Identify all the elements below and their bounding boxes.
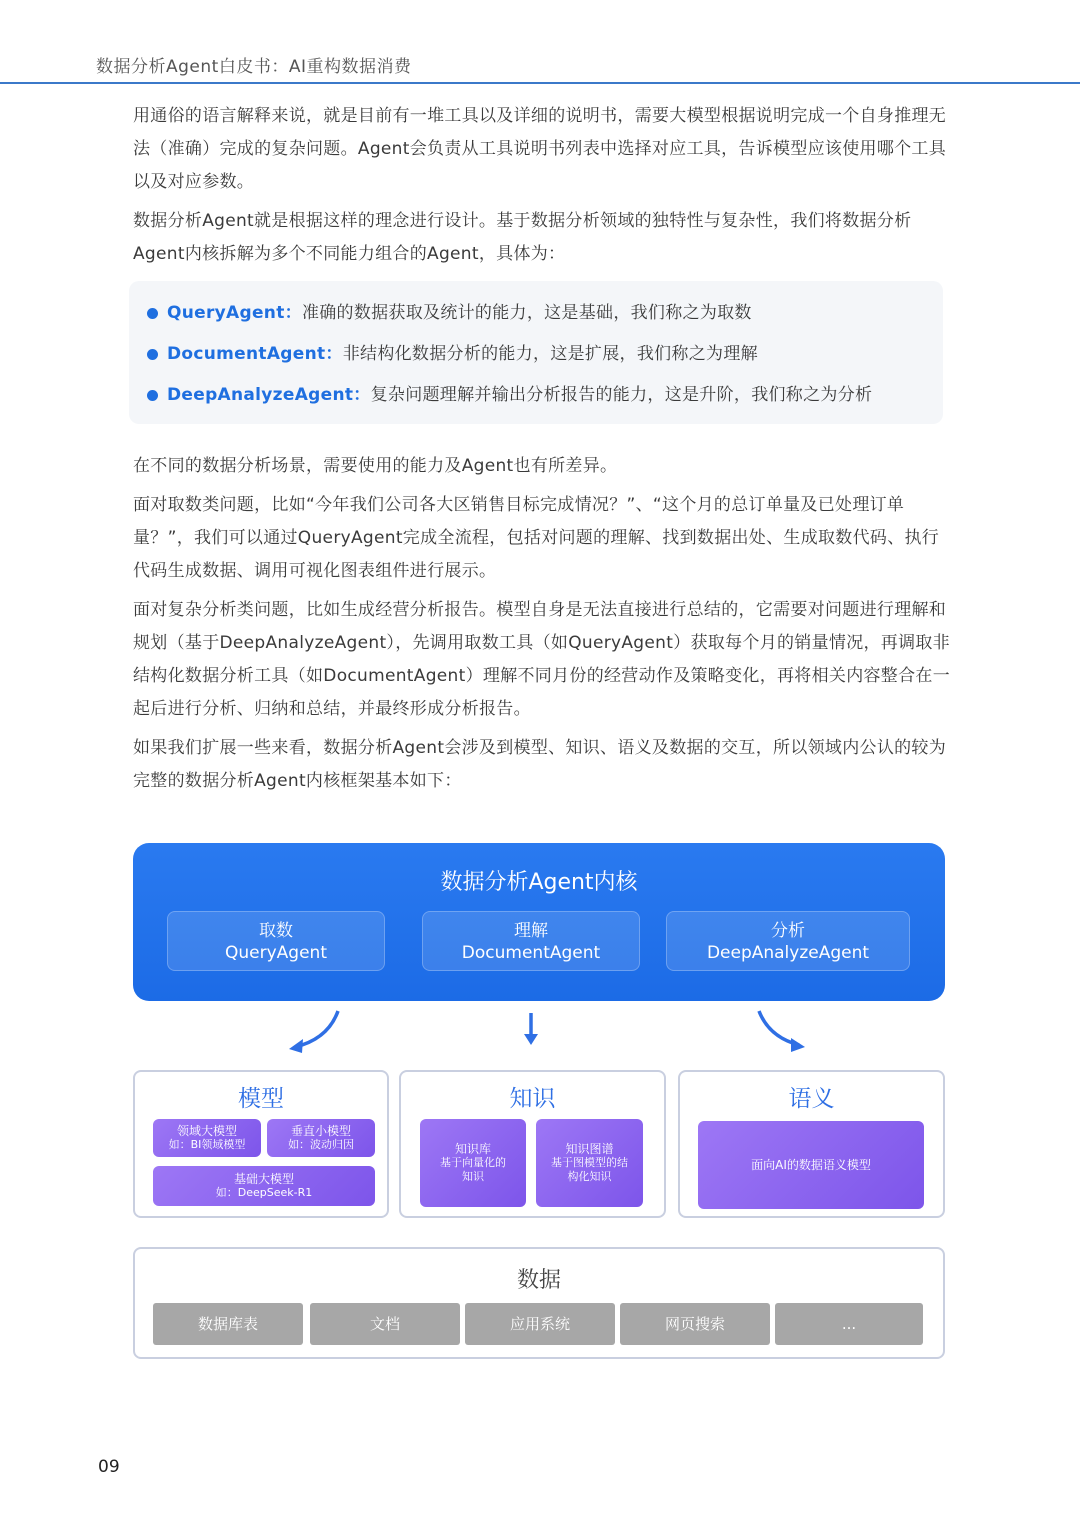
core-box-agent: QueryAgent: [225, 943, 327, 963]
paragraph: 数据分析Agent就是根据这样的理念进行设计。基于数据分析领域的独特性与复杂性，我们将数据分析Agent内核拆解为多个不同能力组合的Agent，具体为：: [133, 211, 912, 264]
box-title: 知识库: [454, 1142, 491, 1156]
agent-callout: [129, 281, 943, 424]
agent-core-block: [133, 843, 945, 1001]
callout-item-deepanalyze: [167, 375, 943, 416]
data-item-document: 文档: [310, 1303, 460, 1345]
box-sub: 如：DeepSeek-R1: [215, 1186, 313, 1199]
box-sub: 基于图模型的结: [551, 1156, 628, 1169]
bullet-icon: [147, 308, 158, 319]
paragraph: 面对复杂分析类问题，比如生成经营分析报告。模型自身是无法直接进行总结的，它需要对问题进行理解和规划（基于DeepAnalyzeAgent），先调用取数工具（如QueryAgent）获取每个月的销量情况，再调取非结构化数据分析工具（如DocumentAgent）理解不同月份的经营动作及策略变化，再将相关内容整合在一起后进行分析、归纳和总结，并最终形成分析报告。: [133, 600, 950, 719]
bullet-icon: [147, 390, 158, 401]
knowledge-panel: [399, 1070, 666, 1218]
base-model-box: [153, 1166, 375, 1206]
box-sub: 知识: [462, 1170, 484, 1183]
box-title: 面向AI的数据语义模型: [751, 1158, 871, 1172]
core-title: 数据分析Agent内核: [440, 870, 638, 895]
arrow-right-icon: [753, 1007, 813, 1057]
core-box-document: [422, 911, 640, 971]
page-number: 09: [98, 1457, 120, 1477]
panel-title: 模型: [238, 1086, 284, 1112]
panel-title: 知识: [509, 1086, 556, 1112]
data-item-app-system: 应用系统: [465, 1303, 615, 1345]
agent-name: DocumentAgent：: [167, 344, 343, 364]
knowledge-base-box: [420, 1119, 526, 1207]
semantic-panel: [678, 1070, 945, 1218]
box-sub: 基于向量化的: [440, 1156, 506, 1169]
agent-desc: 复杂问题理解并输出分析报告的能力，这是升阶，我们称之为分析: [370, 385, 873, 405]
box-title: 领域大模型: [176, 1124, 237, 1138]
data-item-more: ...: [775, 1303, 923, 1345]
core-box-deepanalyze: [666, 911, 910, 971]
data-item-web-search: 网页搜索: [620, 1303, 770, 1345]
callout-item-query: [167, 293, 943, 334]
core-box-label: 取数: [259, 921, 293, 941]
core-box-query: [167, 911, 385, 971]
paragraph: 在不同的数据分析场景，需要使用的能力及Agent也有所差异。: [133, 456, 618, 476]
agent-desc: 非结构化数据分析的能力，这是扩展，我们称之为理解: [342, 344, 758, 364]
panel-title: 数据: [516, 1268, 561, 1293]
paragraph: 如果我们扩展一些来看，数据分析Agent会涉及到模型、知识、语义及数据的交互，所以领域内公认的较为完整的数据分析Agent内核框架基本如下：: [133, 738, 947, 791]
box-sub: 如：BI领域模型: [168, 1138, 246, 1151]
box-title: 基础大模型: [233, 1172, 294, 1186]
panel-title: 语义: [788, 1086, 835, 1112]
core-box-label: 理解: [514, 921, 548, 941]
box-sub: 如：波动归因: [288, 1138, 354, 1151]
agent-desc: 准确的数据获取及统计的能力，这是基础，我们称之为取数: [301, 303, 752, 323]
core-box-agent: DocumentAgent: [461, 943, 601, 963]
agent-name: QueryAgent：: [167, 303, 302, 323]
paragraph: 面对取数类问题，比如“今年我们公司各大区销售目标完成情况？”、“这个月的总订单量及已处理订单量？”，我们可以通过QueryAgent完成全流程，包括对问题的理解、找到数据出处、生成取数代码、执行代码生成数据、调用可视化图表组件进行展示。: [133, 495, 940, 581]
body-content: [133, 100, 953, 804]
data-item-database: 数据库表: [153, 1303, 303, 1345]
knowledge-graph-box: [536, 1119, 643, 1207]
arrow-down-icon: [521, 1011, 541, 1047]
core-box-label: 分析: [771, 921, 805, 941]
running-header: 数据分析Agent白皮书：AI重构数据消费: [96, 57, 412, 77]
core-box-agent: DeepAnalyzeAgent: [706, 943, 870, 963]
paragraph: 用通俗的语言解释来说，就是目前有一堆工具以及详细的说明书，需要大模型根据说明完成一个自身推理无法（准确）完成的复杂问题。Agent会负责从工具说明书列表中选择对应工具，告诉模型应该使用哪个工具以及对应参数。: [133, 106, 947, 192]
semantic-model-box: [698, 1121, 924, 1209]
model-panel: [133, 1070, 389, 1218]
arrow-left-icon: [283, 1007, 353, 1057]
box-sub: 构化知识: [567, 1170, 612, 1183]
vertical-model-box: [267, 1119, 375, 1157]
bullet-icon: [147, 349, 158, 360]
data-panel: [133, 1247, 945, 1359]
callout-item-document: [167, 334, 943, 375]
agent-name: DeepAnalyzeAgent：: [167, 385, 371, 405]
box-title: 垂直小模型: [290, 1124, 351, 1138]
agent-core-diagram: [133, 843, 945, 1363]
header-rule: [0, 82, 1080, 84]
domain-model-box: [153, 1119, 261, 1157]
box-title: 知识图谱: [565, 1142, 614, 1156]
